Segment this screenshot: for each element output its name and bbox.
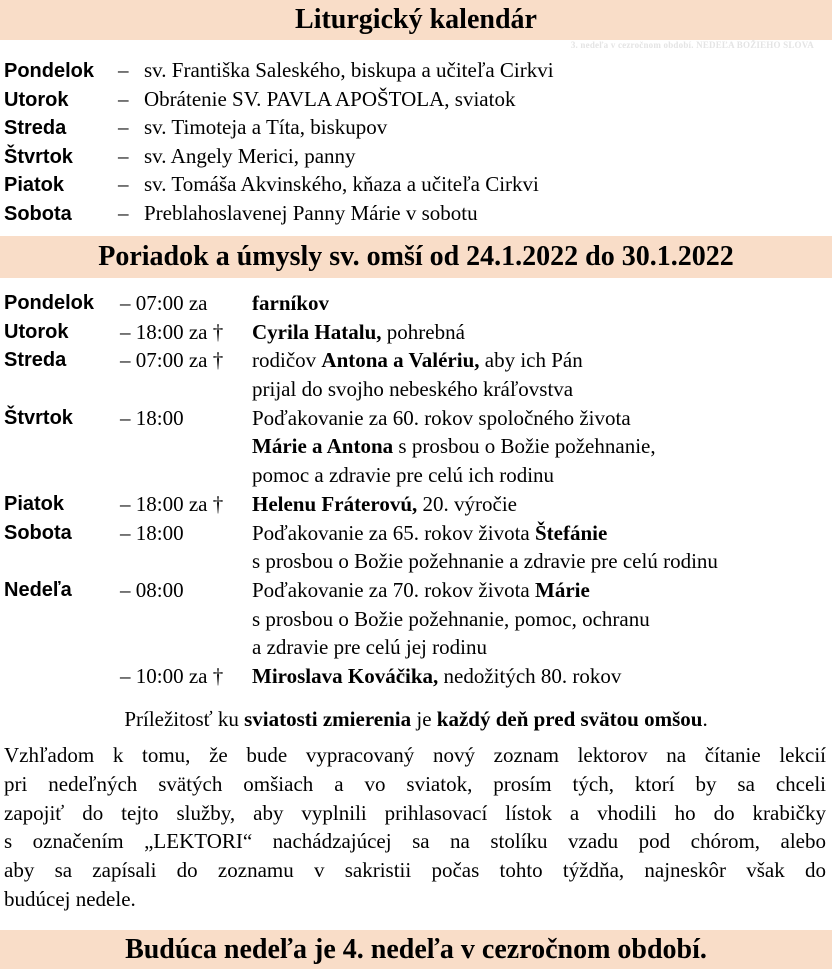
confession-emphasis: sviatosti zmierenia: [244, 707, 412, 731]
announcement-line: aby sa zapísali do zoznamu v sakristii počas tohto týždňa, najneskôr však do: [4, 858, 826, 883]
calendar-dash: –: [118, 115, 129, 140]
mass-intention-text: Poďakovanie za 60. rokov spoločného života: [252, 405, 631, 430]
mass-intention: [252, 662, 621, 691]
calendar-feast: sv. Tomáša Akvinského, kňaza a učiteľa Cirkvi: [144, 172, 539, 197]
mass-day: Pondelok: [4, 292, 95, 314]
mass-schedule-header: [0, 236, 832, 278]
mass-intention-name: Helenu Fráterovú,: [252, 491, 418, 516]
calendar-day: Piatok: [4, 174, 65, 197]
calendar-row: [4, 56, 554, 85]
mass-intention-name: farníkov: [252, 291, 330, 315]
mass-intention: [252, 318, 465, 347]
mass-intention: [252, 519, 607, 548]
mass-day: Utorok: [4, 320, 69, 343]
mass-intention: [252, 547, 718, 576]
calendar-dash: –: [118, 172, 129, 197]
mass-intention-text: Poďakovanie za 65. rokov života: [252, 520, 535, 545]
calendar-dash: –: [118, 58, 129, 82]
mass-intention-text: rodičov: [252, 348, 322, 373]
mass-time: – 07:00 za †: [120, 348, 224, 373]
mass-intention-text: prijal do svojho nebeského kráľovstva: [252, 377, 574, 402]
calendar-feast: sv. Timoteja a Títa, biskupov: [144, 115, 388, 140]
mass-intention-text: s prosbou o Božie požehnanie a zdravie pre celú rodinu: [252, 549, 718, 574]
mass-day: Nedeľa: [4, 578, 72, 601]
calendar-feast: Preblahoslavenej Panny Márie v sobotu: [144, 200, 478, 225]
mass-intention-name: Cyrila Hatalu,: [252, 319, 382, 344]
mass-intention: [252, 346, 583, 375]
announcement-line: s označením „LEKTORI“ nachádzajúcej sa na stolíku vzadu pod chórom, alebo: [4, 829, 826, 854]
mass-intention-text: Poďakovanie za 70. rokov života: [252, 577, 535, 602]
mass-time: – 08:00: [120, 577, 184, 602]
mass-intention: [252, 375, 573, 404]
calendar-day: Štvrtok: [4, 145, 73, 168]
mass-intention: [252, 605, 650, 634]
calendar-row: [4, 85, 554, 114]
calendar-feast: sv. Františka Saleského, biskupa a učiteľa Cirkvi: [144, 58, 554, 82]
mass-day: Štvrtok: [4, 406, 73, 429]
mass-intention-name: Štefánie: [535, 520, 608, 545]
liturgical-calendar-title: Liturgický kalendár: [295, 4, 537, 35]
confession-note: [0, 704, 832, 734]
calendar-feast: sv. Angely Merici, panny: [144, 143, 356, 168]
mass-intention-text: pohrebná: [381, 319, 465, 344]
next-sunday-banner: [0, 930, 832, 969]
calendar-dash: –: [118, 86, 129, 111]
calendar-day: Sobota: [4, 202, 72, 225]
mass-intention-name: Márie: [535, 577, 590, 602]
mass-intention: [252, 289, 329, 318]
calendar-row: [4, 142, 554, 171]
calendar-row: [4, 170, 554, 199]
mass-intention: [252, 633, 487, 662]
mass-intention-name: Márie a Antona: [252, 434, 394, 459]
mass-intention-name: Antona a Valériu,: [321, 348, 480, 373]
sunday-watermark: 3. nedeľa v cezročnom období. NEDEĽA BOŽIEHO SLOVA: [570, 40, 814, 50]
mass-intention-text: a zdravie pre celú jej rodinu: [252, 635, 487, 660]
confession-emphasis: každý deň pred svätou omšou: [436, 707, 703, 731]
next-sunday-text: Budúca nedeľa je 4. nedeľa v cezročnom období.: [125, 934, 707, 965]
mass-intention-text: nedožitých 80. rokov: [438, 663, 622, 688]
announcement-line: pri nedeľných svätých omšiach a vo sviatok, prosím tých, ktorí by sa chceli: [4, 771, 826, 796]
calendar-dash: –: [118, 143, 129, 168]
calendar-day: Utorok: [4, 88, 69, 111]
calendar-day: Pondelok: [4, 60, 95, 82]
mass-intention: [252, 432, 656, 461]
mass-intention-name: Miroslava Kováčika,: [252, 663, 439, 688]
mass-intention: [252, 576, 590, 605]
mass-schedule-title: Poriadok a úmysly sv. omší od 24.1.2022 do 30.1.2022: [98, 241, 734, 272]
mass-intention: [252, 490, 517, 519]
mass-intention-text: aby ich Pán: [479, 348, 583, 373]
mass-time: – 10:00 za †: [120, 663, 224, 688]
calendar-row: [4, 113, 554, 142]
mass-intention-text: s prosbou o Božie požehnanie, pomoc, ochranu: [252, 606, 650, 631]
mass-day: Streda: [4, 349, 67, 372]
announcement-line: Vzhľadom k tomu, že bude vypracovaný nový zoznam lektorov na čítanie lekcií: [4, 743, 826, 767]
lector-announcement: [4, 741, 826, 914]
calendar-day: Streda: [4, 117, 67, 140]
confession-text: je: [411, 707, 437, 731]
confession-text: .: [702, 707, 708, 731]
mass-time: – 18:00: [120, 520, 184, 545]
mass-time: – 18:00: [120, 405, 184, 430]
mass-intention-text: 20. výročie: [417, 491, 517, 516]
announcement-line: zapojiť do tejto služby, aby vyplnili prihlasovací lístok a vhodili ho do krabičky: [4, 800, 826, 825]
calendar-list: [4, 56, 554, 228]
mass-intention: [252, 404, 631, 433]
mass-intention-text: s prosbou o Božie požehnanie,: [393, 434, 656, 459]
confession-text: Príležitosť ku: [124, 707, 245, 731]
announcement-line: budúcej nedele.: [4, 886, 136, 911]
mass-day: Piatok: [4, 492, 65, 515]
calendar-dash: –: [118, 200, 129, 225]
mass-day: Sobota: [4, 521, 72, 544]
calendar-feast: Obrátenie SV. PAVLA APOŠTOLA, sviatok: [144, 86, 516, 111]
liturgical-calendar-header: [0, 0, 832, 40]
mass-time: – 07:00 za: [120, 291, 208, 315]
calendar-row: [4, 199, 554, 228]
mass-time: – 18:00 za †: [120, 319, 224, 344]
mass-intention: [252, 461, 554, 490]
mass-time: – 18:00 za †: [120, 491, 224, 516]
mass-intention-text: pomoc a zdravie pre celú ich rodinu: [252, 463, 555, 488]
